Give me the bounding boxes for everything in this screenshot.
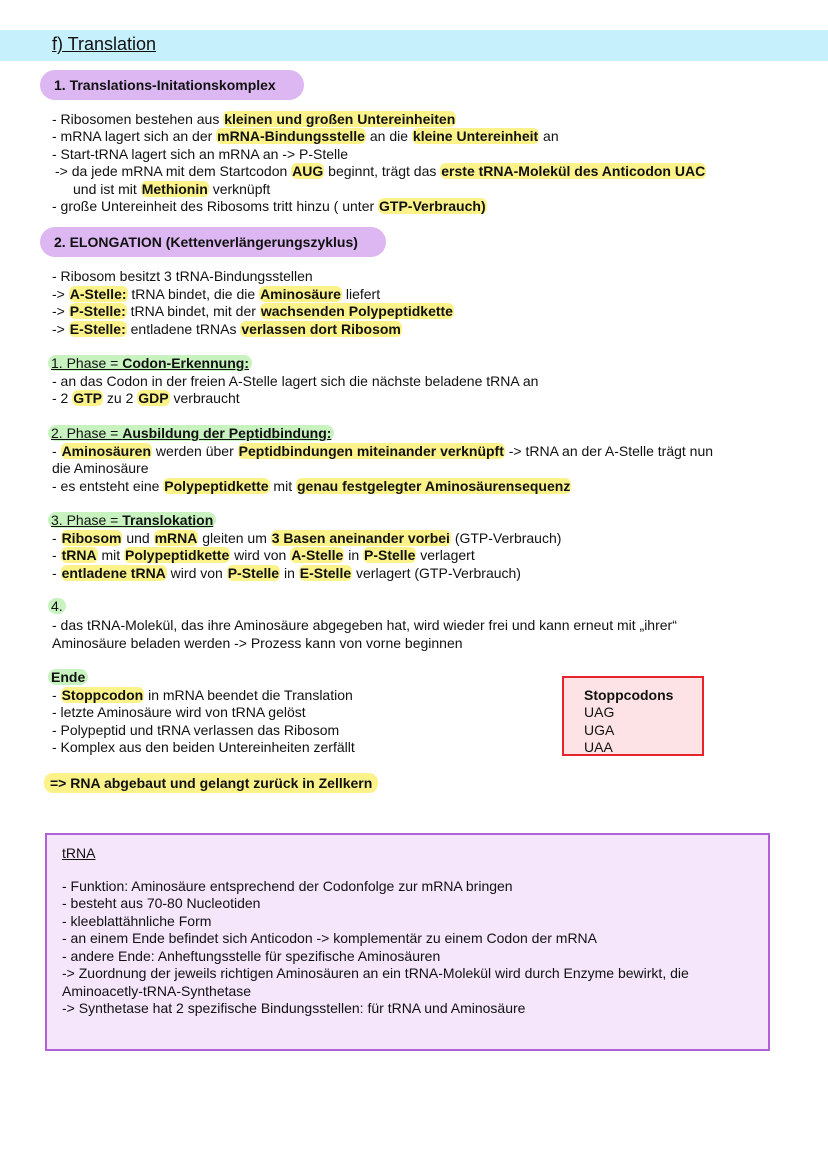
trna-box: [45, 833, 770, 1051]
stop-codon: UGA: [584, 722, 615, 738]
phase4-line1: - das tRNA-Molekül, das ihre Aminosäure abgegeben hat, wird wieder frei und kann erneut mit „ihrer“: [52, 617, 677, 633]
phase1-line1: - an das Codon in der freien A-Stelle lagert sich die nächste beladene tRNA an: [52, 373, 539, 389]
a-site-line: -> A-Stelle: tRNA bindet, die die Aminosäure liefert: [52, 286, 381, 302]
p-site-line: -> P-Stelle: tRNA bindet, mit der wachsenden Polypeptidkette: [52, 303, 453, 319]
s2-line1: - Ribosom besitzt 3 tRNA-Bindungsstellen: [52, 268, 313, 284]
s1-line5: und ist mit Methionin verknüpft: [73, 181, 271, 197]
phase1-heading: 1. Phase = Codon-Erkennung:: [48, 355, 252, 372]
stop-codon-title: Stoppcodons: [584, 687, 674, 703]
phase2-line3: - es entsteht eine Polypeptidkette mit genau festgelegter Aminosäurensequenz: [52, 478, 571, 494]
stop-codon: UAG: [584, 704, 615, 720]
phase3-line1: - Ribosom und mRNA gleiten um 3 Basen aneinander vorbei (GTP-Verbrauch): [52, 530, 562, 546]
trna-line: -> Zuordnung der jeweils richtigen Aminosäuren an ein tRNA-Molekül wird durch Enzyme bewirkt, die: [62, 965, 689, 981]
ende-line2: - letzte Aminosäure wird von tRNA gelöst: [52, 704, 306, 720]
s1-line6: - große Untereinheit des Ribosoms tritt hinzu ( unter GTP-Verbrauch): [52, 198, 486, 214]
conclusion: => RNA abgebaut und gelangt zurück in Zellkern: [44, 775, 378, 792]
phase2-line1: - Aminosäuren werden über Peptidbindungen miteinander verknüpft -> tRNA an der A-Stelle trägt nun: [52, 443, 714, 459]
s1-line4: -> da jede mRNA mit dem Startcodon AUG beginnt, trägt das erste tRNA-Molekül des Anticodon UAC: [55, 163, 706, 179]
page-title: f) Translation: [52, 34, 157, 54]
trna-line: - Funktion: Aminosäure entsprechend der Codonfolge zur mRNA bringen: [62, 878, 513, 894]
phase4-label: 4.: [48, 598, 66, 615]
phase2-heading: 2. Phase = Ausbildung der Peptidbindung:: [48, 425, 334, 442]
s1-line1: - Ribosomen bestehen aus kleinen und großen Untereinheiten: [52, 111, 456, 127]
s1-line2: - mRNA lagert sich an der mRNA-Bindungsstelle an die kleine Untereinheit an: [52, 128, 559, 144]
trna-line: - besteht aus 70-80 Nucleotiden: [62, 895, 261, 911]
ende-line1: - Stoppcodon in mRNA beendet die Translation: [52, 687, 353, 703]
title-bar: [0, 30, 828, 61]
phase3-line2: - tRNA mit Polypeptidkette wird von A-Stelle in P-Stelle verlagert: [52, 547, 475, 563]
trna-title: tRNA: [62, 845, 96, 861]
phase2-line2: die Aminosäure: [52, 460, 149, 476]
section1-heading: 1. Translations-Initationskomplex: [40, 70, 304, 100]
ende-line4: - Komplex aus den beiden Untereinheiten zerfällt: [52, 739, 355, 755]
phase3-heading: 3. Phase = Translokation: [48, 512, 216, 529]
e-site-line: -> E-Stelle: entladene tRNAs verlassen dort Ribosom: [52, 321, 401, 337]
phase1-line2: - 2 GTP zu 2 GDP verbraucht: [52, 390, 240, 406]
stop-codon: UAA: [584, 739, 613, 755]
trna-line: -> Synthetase hat 2 spezifische Bindungsstellen: für tRNA und Aminosäure: [62, 1000, 526, 1016]
ende-line3: - Polypeptid und tRNA verlassen das Ribosom: [52, 722, 340, 738]
stop-codon-box: [562, 676, 704, 756]
trna-line: - kleeblattähnliche Form: [62, 913, 212, 929]
phase4-line2: Aminosäure beladen werden -> Prozess kann von vorne beginnen: [52, 635, 463, 651]
trna-line: - an einem Ende befindet sich Anticodon -> komplementär zu einem Codon der mRNA: [62, 930, 598, 946]
s1-line3: - Start-tRNA lagert sich an mRNA an -> P-Stelle: [52, 146, 349, 162]
trna-line: - andere Ende: Anheftungsstelle für spezifische Aminosäuren: [62, 948, 441, 964]
phase3-line3: - entladene tRNA wird von P-Stelle in E-Stelle verlagert (GTP-Verbrauch): [52, 565, 521, 581]
trna-line: Aminoacetly-tRNA-Synthetase: [62, 983, 252, 999]
ende-label: Ende: [48, 669, 88, 686]
section2-heading: 2. ELONGATION (Kettenverlängerungszyklus): [40, 227, 386, 257]
